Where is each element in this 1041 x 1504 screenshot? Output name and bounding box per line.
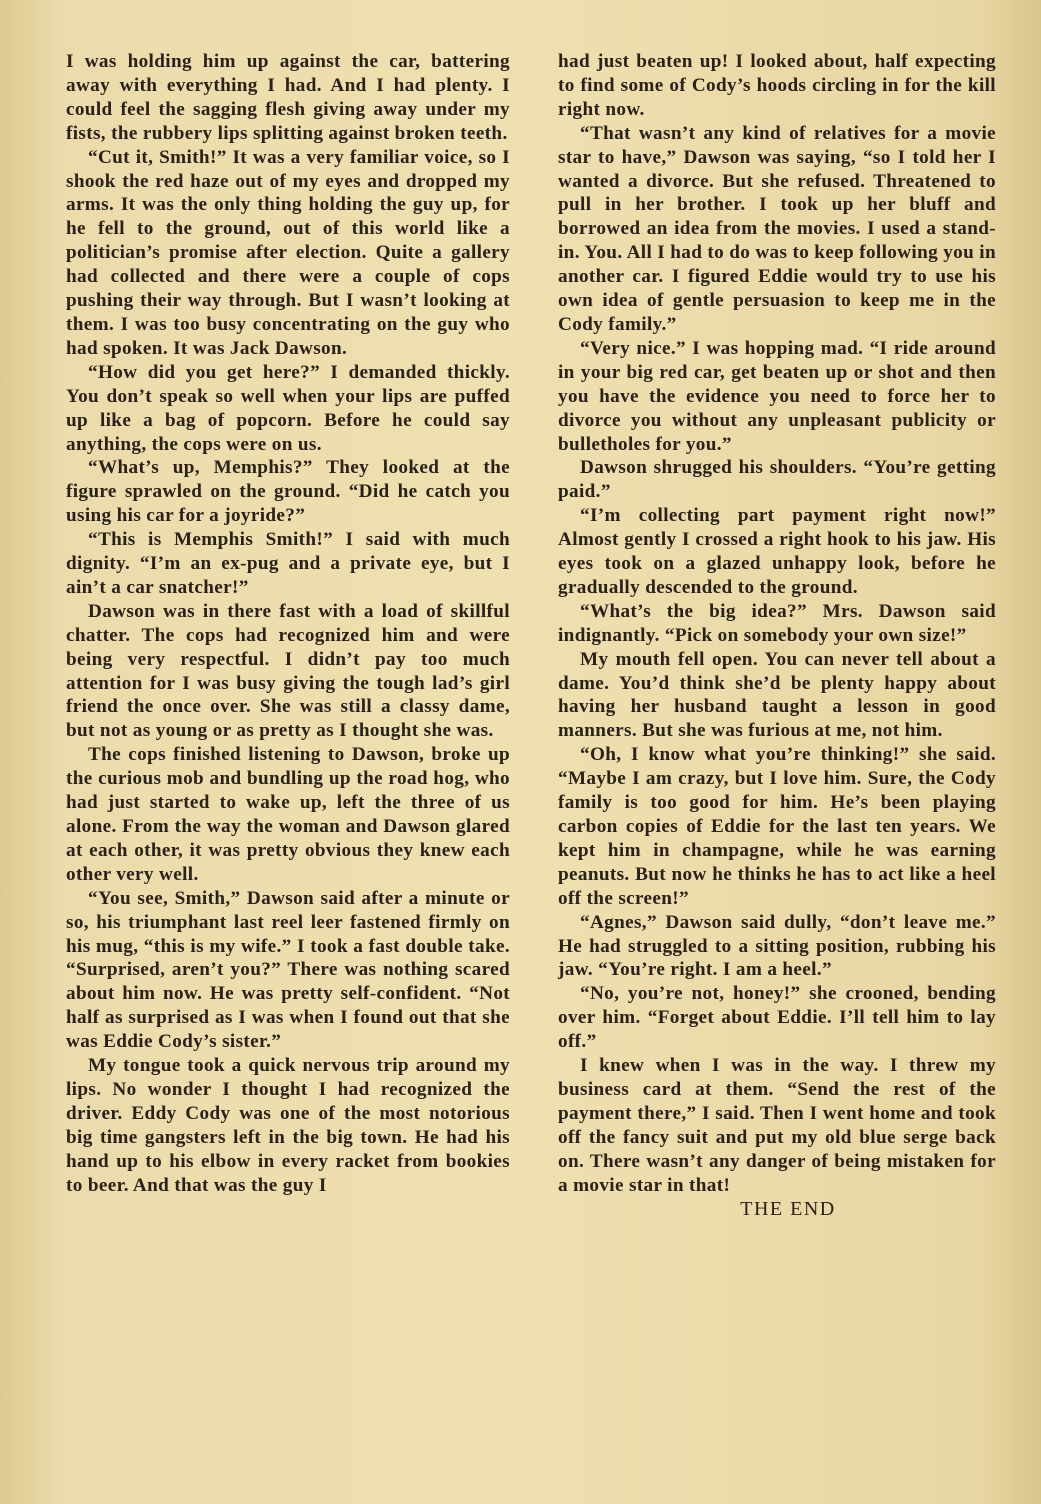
paragraph: had just beaten up! I looked about, half expecting to find some of Cody’s hoods circling in for the kill right now.: [558, 51, 996, 120]
paragraph: “Oh, I know what you’re thinking!” she said. “Maybe I am crazy, but I love him. Sure, the Cody family is too good for him. He’s been playing carbon copies of Eddie for the last ten years. We kept him in champagne, while he was earning peanuts. But now he thinks he has to act like a heel off the screen!”: [558, 744, 996, 909]
paragraph: Dawson was in there fast with a load of skillful chatter. The cops had recognized him and were being very respectful. I didn’t pay too much attention for I was busy giving the tough lad’s girl friend the once over. She was still a classy dame, but not as young or as pretty as I thought she was.: [66, 600, 510, 742]
paragraph: Dawson shrugged his shoulders. “You’re getting paid.”: [558, 457, 996, 503]
paragraph: My tongue took a quick nervous trip around my lips. No wonder I thought I had recognized the driver. Eddy Cody was one of the most notorious big time gangsters left in the big town. He had his hand up to his elbow in every racket from bookies to beer. And that was the guy I: [66, 1055, 510, 1196]
left-column: [66, 50, 510, 1198]
paragraph: “That wasn’t any kind of relatives for a movie star to have,” Dawson was saying, “so I told her I wanted a divorce. But she refused. Threatened to pull in her brother. I took up her bluff and borrowed an idea from the movies. I used a stand-in. You. All I had to do was to keep following you in another car. I figured Eddie would try to use his own idea of gentle persuasion to keep me in the Cody family.”: [558, 122, 996, 335]
paragraph: I knew when I was in the way. I threw my business card at them. “Send the rest of the payment there,” I said. Then I went home and took off the fancy suit and put my old blue serge back on. There wasn’t any danger of being mistaken for a movie star in that!: [558, 1055, 996, 1196]
paragraph: “I’m collecting part payment right now!” Almost gently I crossed a right hook to his jaw. His eyes took on a glazed unhappy look, before he gradually descended to the ground.: [558, 505, 996, 598]
paragraph: “Agnes,” Dawson said dully, “don’t leave me.” He had struggled to a sitting position, rubbing his jaw. “You’re right. I am a heel.”: [558, 911, 996, 981]
paragraph: “You see, Smith,” Dawson said after a minute or so, his triumphant last reel leer fastened firmly on his mug, “this is my wife.” I took a fast double take. “Surprised, aren’t you?” There was nothing scared about him now. He was pretty self-confident. “Not half as surprised as I was when I found out that she was Eddie Cody’s sister.”: [66, 887, 510, 1053]
paragraph: My mouth fell open. You can never tell about a dame. You’d think she’d be plenty happy about having her husband taught a lesson in good manners. But she was furious at me, not him.: [558, 648, 996, 742]
paragraph: “Very nice.” I was hopping mad. “I ride around in your big red car, get beaten up or shot and then you have the evidence you need to force her to divorce you without any unpleasant publicity or bulletholes for you.”: [558, 337, 996, 455]
paragraph: I was holding him up against the car, battering away with everything I had. And I had plenty. I could feel the sagging flesh giving away under my fists, the rubbery lips splitting against broken teeth.: [66, 51, 510, 144]
paragraph: “What’s up, Memphis?” They looked at the figure sprawled on the ground. “Did he catch you using his car for a joyride?”: [66, 457, 510, 527]
paragraph: The cops finished listening to Dawson, broke up the curious mob and bundling up the road hog, who had just started to wake up, left the three of us alone. From the way the woman and Dawson glared at each other, it was pretty obvious they knew each other very well.: [66, 744, 510, 885]
paragraph: “Cut it, Smith!” It was a very familiar voice, so I shook the red haze out of my eyes and dropped my arms. It was the only thing holding the guy up, for he fell to the ground, out of this world like a politician’s promise after election. Quite a gallery had collected and there were a couple of cops pushing their way through. But I wasn’t looking at them. I was too busy concentrating on the guy who had spoken. It was Jack Dawson.: [66, 146, 510, 359]
paragraph: “How did you get here?” I demanded thickly. You don’t speak so well when your lips are puffed up like a bag of popcorn. Before he could say anything, the cops were on us.: [66, 361, 510, 455]
the-end-label: THE END: [740, 1197, 836, 1220]
right-column: [558, 50, 996, 1221]
paragraph: “This is Memphis Smith!” I said with much dignity. “I’m an ex-pug and a private eye, but I ain’t a car snatcher!”: [66, 529, 510, 598]
paragraph: “What’s the big idea?” Mrs. Dawson said indignantly. “Pick on somebody your own size!”: [558, 600, 996, 646]
paragraph: “No, you’re not, honey!” she crooned, bending over him. “Forget about Eddie. I’ll tell him to lay off.”: [558, 983, 996, 1053]
